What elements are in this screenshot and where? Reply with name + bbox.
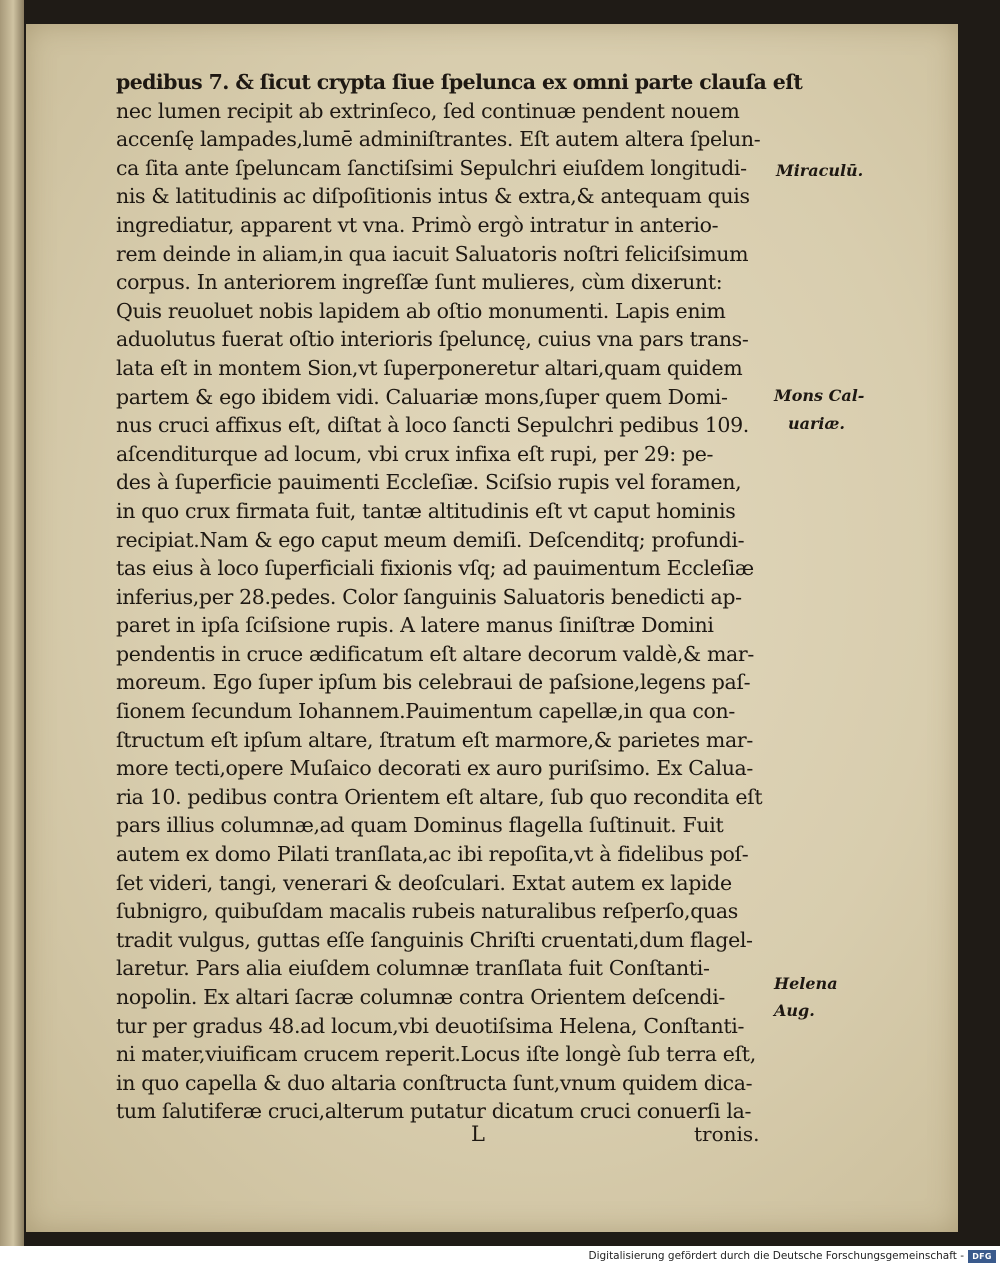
text-line: more tecti,opere Muſaico decorati ex auro puriſsimo. Ex Calua-: [116, 756, 753, 781]
margin-note-mons-calvariae-line1: Mons Cal-: [774, 386, 865, 405]
text-line: pedibus 7. & ſicut crypta ſiue ſpelunca ex omni parte clauſa eſt: [116, 70, 803, 94]
page-edge: [0, 0, 24, 1246]
text-line: laretur. Pars alia eiuſdem columnæ tranſlata fuit Conſtanti-: [116, 956, 710, 981]
text-line: ingrediatur, apparent vt vna. Primò ergò intratur in anterio-: [116, 212, 719, 237]
catchword: tronis.: [694, 1122, 760, 1146]
text-line: tradit vulgus, guttas eſſe ſanguinis Chriſti cruentati,dum flagel-: [116, 927, 753, 952]
margin-note-miraculum: Miraculū.: [776, 161, 864, 180]
text-line: moreum. Ego ſuper ipſum bis celebraui de paſsione,legens paſ-: [116, 670, 751, 695]
text-line: ſionem ſecundum Iohannem.Pauimentum capellæ,in qua con-: [116, 699, 735, 724]
text-line: in quo crux firmata fuit, tantæ altitudinis eſt vt caput hominis: [116, 498, 736, 523]
text-line: aduolutus fuerat oſtio interioris ſpeluncę, cuius vna pars trans-: [116, 327, 749, 352]
text-line: rem deinde in aliam,in qua iacuit Saluatoris noſtri feliciſsimum: [116, 241, 749, 266]
text-line: recipiat.Nam & ego caput meum demiſi. Deſcenditq; profundi-: [116, 527, 745, 552]
text-line: nec lumen recipit ab extrinſeco, ſed continuæ pendent nouem: [116, 98, 740, 123]
text-line: ſtructum eſt ipſum altare, ſtratum eſt marmore,& parietes mar-: [116, 727, 753, 752]
text-line: ca ſita ante ſpeluncam ſanctiſsimi Sepulchri eiuſdem longitudi-: [116, 155, 747, 180]
text-line: pendentis in cruce ædificatum eſt altare decorum valdè,& mar-: [116, 641, 754, 666]
text-line: partem & ego ibidem vidi. Caluariæ mons,ſuper quem Domi-: [116, 384, 728, 409]
text-line: ni mater,viuificam crucem reperit.Locus iſte longè ſub terra eſt,: [116, 1042, 756, 1067]
text-line: Quis reuoluet nobis lapidem ab oſtio monumenti. Lapis enim: [116, 298, 726, 323]
margin-note-helena-line1: Helena: [774, 974, 838, 993]
text-line: ſubnigro, quibuſdam macalis rubeis naturalibus reſperſo,quas: [116, 899, 738, 924]
text-line: ſet videri, tangi, venerari & deoſculari. Extat autem ex lapide: [116, 870, 732, 895]
text-line: accenſę lampades,lumē adminiſtrantes. Eſt autem altera ſpelun-: [116, 127, 761, 152]
footer-credit: Digitalisierung gefördert durch die Deutsche Forschungsgemeinschaft -: [588, 1250, 964, 1262]
text-line: in quo capella & duo altaria conſtructa ſunt,vnum quidem dica-: [116, 1070, 753, 1095]
text-line: corpus. In anteriorem ingreſſæ ſunt mulieres, cùm dixerunt:: [116, 270, 723, 295]
margin-note-mons-calvariae-line2: uariæ.: [788, 414, 845, 433]
text-line: tas eius à loco ſuperficiali fixionis vſq; ad pauimentum Eccleſiæ: [116, 556, 754, 581]
text-line: tur per gradus 48.ad locum,vbi deuotiſsima Helena, Conſtanti-: [116, 1013, 745, 1038]
text-line: inferius,per 28.pedes. Color ſanguinis Saluatoris benedicti ap-: [116, 584, 742, 609]
text-line: nus cruci affixus eſt, diſtat à loco ſancti Sepulchri pedibus 109.: [116, 413, 749, 438]
footer-bar: [0, 1246, 1000, 1268]
margin-note-helena-line2: Aug.: [774, 1001, 815, 1020]
text-line: des à ſuperficie pauimenti Eccleſiæ. Sciſsio rupis vel foramen,: [116, 470, 742, 495]
book-page: [26, 24, 958, 1232]
text-line: pars illius columnæ,ad quam Dominus flagella ſuſtinuit. Fuit: [116, 813, 724, 838]
text-line: nopolin. Ex altari ſacræ columnæ contra Orientem deſcendi-: [116, 985, 725, 1009]
text-line: nis & latitudinis ac diſpoſitionis intus & extra,& antequam quis: [116, 184, 750, 209]
text-line: lata eſt in montem Sion,vt ſuperponeretur altari,quam quidem: [116, 355, 743, 380]
text-line: paret in ipſa ſciſsione rupis. A latere manus ſiniſtræ Domini: [116, 613, 714, 638]
text-line: tum ſalutiferæ cruci,alterum putatur dicatum cruci conuerſi la-: [116, 1099, 752, 1124]
signature-mark: L: [471, 1122, 485, 1146]
dfg-logo: DFG: [968, 1250, 996, 1263]
text-line: aſcenditurque ad locum, vbi crux infixa eſt rupi, per 29: pe-: [116, 441, 714, 466]
text-line: ria 10. pedibus contra Orientem eſt altare, ſub quo recondita eſt: [116, 784, 763, 809]
text-line: autem ex domo Pilati tranſlata,ac ibi repoſita,vt à fidelibus poſ-: [116, 842, 749, 867]
